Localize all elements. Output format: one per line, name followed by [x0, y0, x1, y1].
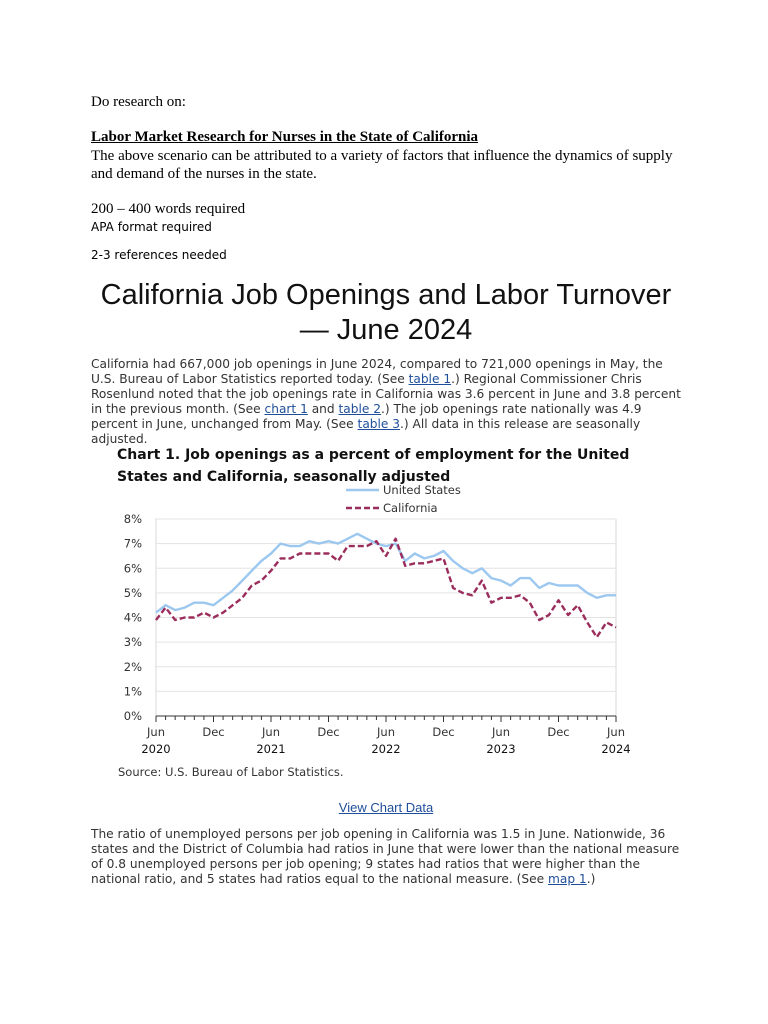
y-tick-label: 0%	[123, 709, 142, 723]
y-tick-label: 4%	[123, 610, 142, 625]
assignment-heading: Labor Market Research for Nurses in the State of California	[91, 129, 479, 145]
y-tick-label: 5%	[123, 585, 142, 600]
legend-label: United States	[383, 483, 461, 497]
paragraph-text: .) The job openings rate nationally was 4.9 percent in June, unchanged from May. (See	[91, 402, 642, 431]
paragraph-text: .) Regional Commissioner Chris Rosenlund noted that the job openings rate in California was 3.6 percent in June and 3.8 percent in the previous month. (See	[91, 372, 681, 416]
x-tick-month-label: Dec	[317, 725, 340, 739]
paragraph-text: .) All data in this release are seasonally adjusted.	[91, 417, 641, 446]
assignment-intro: Do research on:	[91, 94, 186, 110]
article-paragraph-1	[91, 357, 681, 447]
job-openings-chart	[91, 480, 681, 780]
view-chart-data	[91, 800, 681, 815]
legend-label: California	[383, 501, 438, 515]
y-tick-label: 2%	[123, 659, 142, 674]
table-2-link[interactable]: table 2	[338, 402, 382, 416]
y-tick-label: 3%	[123, 635, 142, 650]
x-tick-month-label: Jun	[492, 725, 510, 739]
references-requirement: 2-3 references needed	[91, 248, 227, 262]
paragraph-text: The ratio of unemployed persons per job opening in California was 1.5 in June. Nationwide, 36 states and the District of Columbia had ratios in June that were lower than the national measure of 0.8 unemployed persons per job opening; 9 states had ratios that were higher than the national ratio, and 5 states had ratios equal to the national measure. (See	[91, 827, 680, 886]
x-tick-year-label: 2020	[141, 742, 171, 756]
x-tick-month-label: Jun	[262, 725, 280, 739]
series-line-california	[156, 539, 616, 638]
paragraph-text: .)	[586, 872, 596, 886]
table-1-link[interactable]: table 1	[408, 372, 452, 386]
x-tick-month-label: Dec	[547, 725, 570, 739]
x-tick-month-label: Dec	[202, 725, 225, 739]
paragraph-text: California had 667,000 job openings in June 2024, compared to 721,000 openings in May, the U.S. Bureau of Labor Statistics reported today. (See	[91, 357, 663, 386]
x-tick-month-label: Jun	[607, 725, 625, 739]
table-3-link[interactable]: table 3	[357, 417, 401, 431]
article-title: California Job Openings and Labor Turnover — June 2024	[100, 279, 672, 346]
y-tick-label: 8%	[123, 512, 142, 526]
x-tick-year-label: 2022	[371, 742, 401, 756]
series-line-united-states	[156, 534, 616, 613]
apa-requirement: APA format required	[91, 220, 212, 234]
view-chart-data-link[interactable]: View Chart Data	[338, 800, 434, 815]
word-requirement: 200 – 400 words required	[91, 201, 246, 217]
y-tick-label: 6%	[123, 561, 142, 576]
map-1-link[interactable]: map 1	[547, 872, 587, 886]
x-tick-year-label: 2023	[486, 742, 516, 756]
y-tick-label: 1%	[123, 684, 142, 699]
paragraph-text: and	[307, 402, 339, 416]
chart-svg	[91, 480, 681, 780]
x-tick-year-label: 2021	[256, 742, 286, 756]
chart-source: Source: U.S. Bureau of Labor Statistics.	[118, 765, 344, 779]
assignment-scenario: The above scenario can be attributed to a variety of factors that influence the dynamics of supply and demand of the nurses in the state.	[91, 148, 673, 182]
x-tick-month-label: Jun	[377, 725, 395, 739]
chart-1-link[interactable]: chart 1	[264, 402, 308, 416]
chart-title: Chart 1. Job openings as a percent of employment for the United States and California, seasonally adjusted	[117, 447, 630, 485]
x-tick-month-label: Dec	[432, 725, 455, 739]
x-tick-month-label: Jun	[147, 725, 165, 739]
x-tick-year-label: 2024	[601, 742, 631, 756]
y-tick-label: 7%	[123, 536, 142, 551]
article-paragraph-2	[91, 827, 681, 887]
